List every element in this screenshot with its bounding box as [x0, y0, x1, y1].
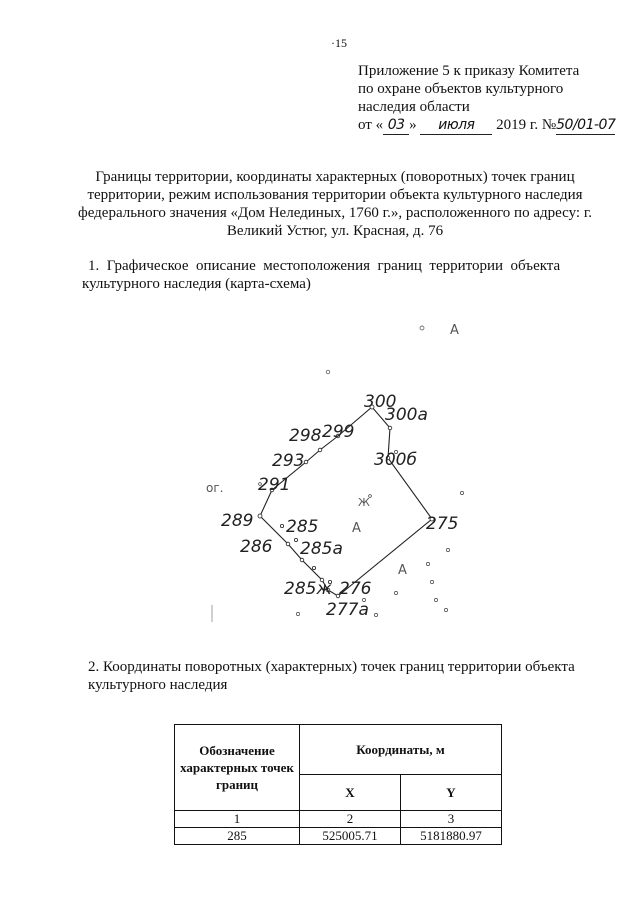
plan-mark-a1: А	[450, 323, 459, 338]
point-label-277a: 277а	[326, 600, 369, 620]
section-2-line-2: культурного наследия	[88, 677, 228, 693]
point-label-285: 285	[286, 517, 319, 537]
table-row	[175, 828, 502, 845]
from-label: от «	[358, 117, 384, 133]
point-label-300b: 300б	[374, 450, 417, 470]
document-title: Границы территории, координаты характерных (поворотных) точек границ территории, режим использования территории объекта культурного наследия федерального значения «Дом Нелединых, 1760 г.», расположенного по адресу: г. Великий Устюг, ул. Красная, д. 76	[77, 169, 593, 239]
appendix-date-line	[358, 116, 628, 135]
index-cell-2: 2	[300, 811, 401, 828]
section-2-heading	[88, 658, 608, 694]
point-label-293: 293	[272, 451, 305, 471]
point-label-286: 286	[240, 537, 273, 557]
appendix-header	[358, 62, 628, 135]
section-1-line-2: культурного наследия (карта-схема)	[82, 276, 311, 292]
coordinates-table	[174, 724, 502, 845]
point-cell: 285	[175, 828, 300, 845]
point-label-300a: 300а	[385, 405, 428, 425]
survey-marks	[259, 326, 464, 617]
plan-mark-a2: А	[352, 521, 361, 536]
point-label-285a: 285а	[300, 539, 343, 559]
index-cell-3: 3	[401, 811, 502, 828]
appendix-line-2: по охране объектов культурного	[358, 81, 564, 97]
point-label-298: 298	[289, 426, 322, 446]
appendix-line-3: наследия области	[358, 99, 470, 115]
point-label-275: 275	[426, 514, 459, 534]
plan-mark-z: Ж	[358, 496, 370, 509]
year-no-label: 2019 г. №	[496, 117, 557, 133]
order-month: июля	[420, 116, 492, 135]
point-label-300: 300	[364, 392, 397, 412]
x-cell: 525005.71	[300, 828, 401, 845]
index-cell-1: 1	[175, 811, 300, 828]
col-point-header: Обозначение характерных точек границ	[175, 725, 300, 811]
y-cell: 5181880.97	[401, 828, 502, 845]
appendix-line-1: Приложение 5 к приказу Комитета	[358, 63, 580, 79]
page-number: ·15	[331, 36, 347, 50]
point-label-276: 276	[339, 579, 372, 599]
section-1-heading	[82, 257, 600, 293]
order-number: 50/01-07	[556, 117, 616, 133]
x-header: X	[300, 775, 401, 811]
point-label-285zh: 285ж	[284, 579, 332, 599]
order-day: 03	[383, 116, 409, 135]
coordinates-header: Координаты, м	[300, 725, 502, 775]
y-header: Y	[401, 775, 502, 811]
point-label-291: 291	[258, 475, 291, 495]
section-2-line-1: 2. Координаты поворотных (характерных) точек границ территории объекта	[88, 659, 575, 675]
section-1-line-1: 1. Графическое описание местоположения границ территории объекта	[88, 258, 561, 274]
point-label-289: 289	[221, 511, 254, 531]
plan-mark-a3: А	[398, 563, 407, 578]
plan-mark-fragment: ог.	[206, 481, 224, 495]
point-label-299: 299	[322, 422, 355, 442]
boundary-map	[200, 310, 480, 640]
quote-close: »	[409, 117, 417, 133]
